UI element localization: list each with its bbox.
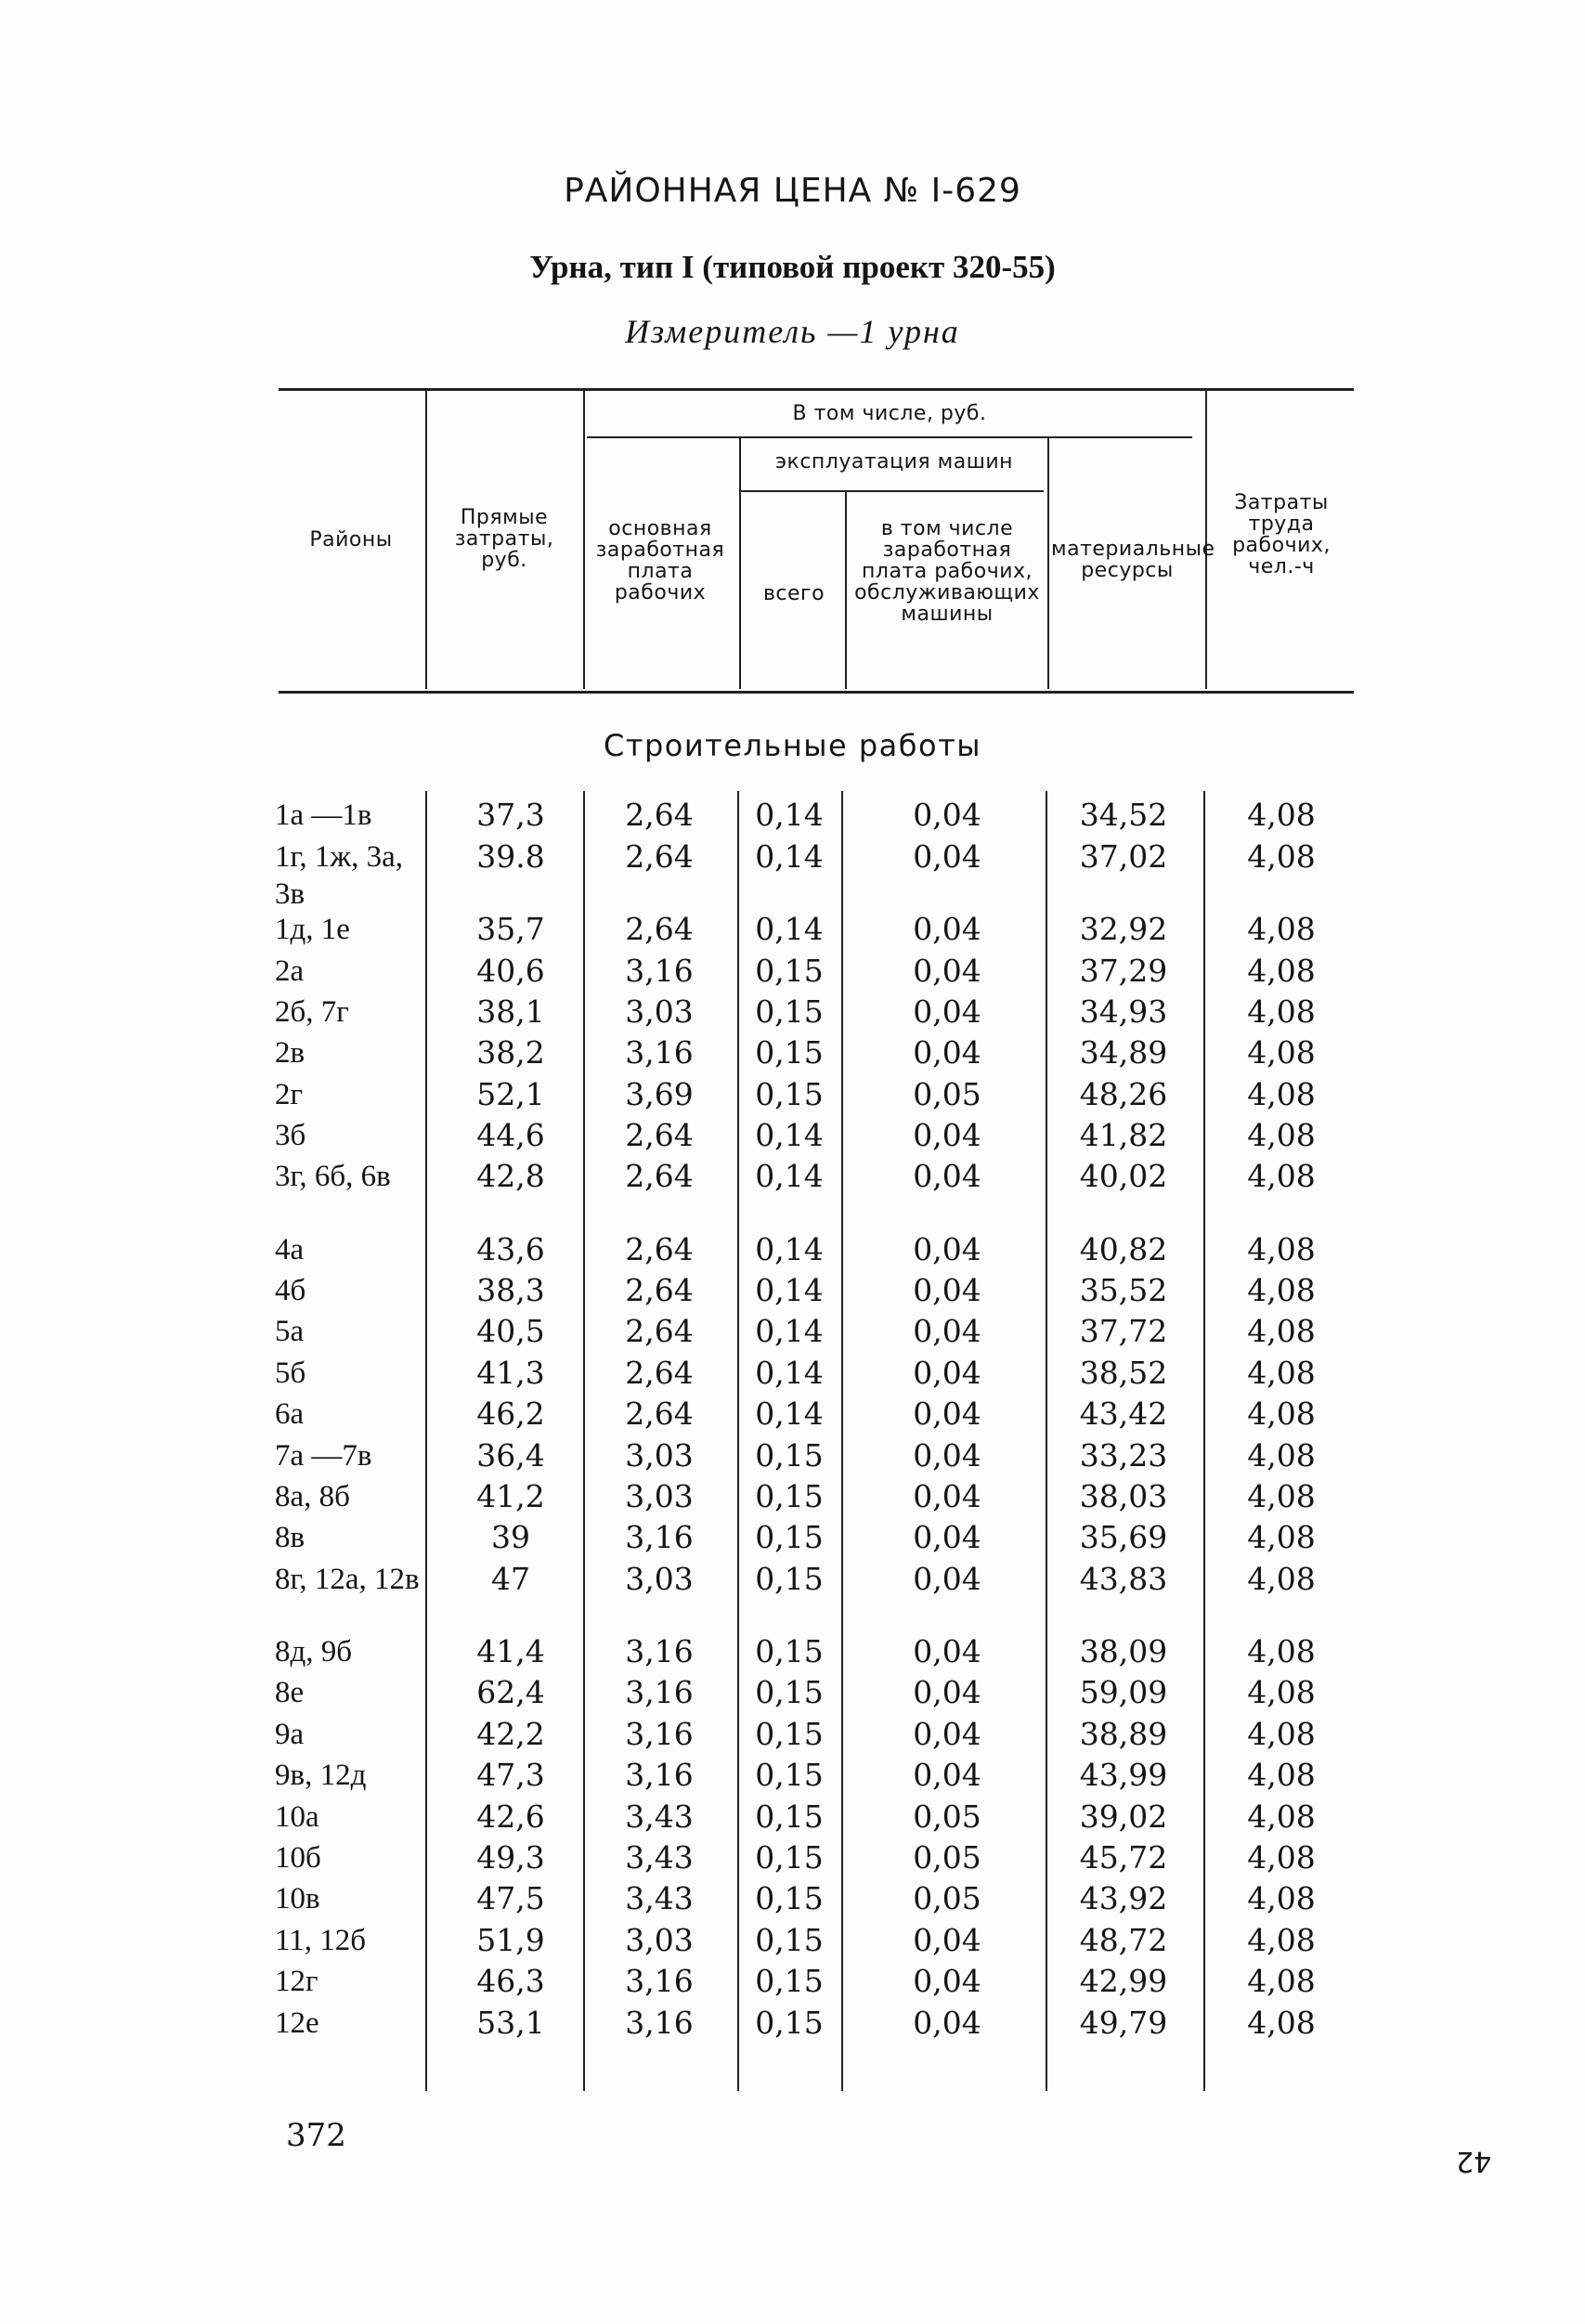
wage-cell: 2,64 xyxy=(625,838,694,875)
region-cell: 2в xyxy=(275,1036,305,1070)
labor-cell: 4,08 xyxy=(1247,993,1316,1030)
region-cell: 10в xyxy=(275,1882,320,1915)
direct-cost-cell: 52,1 xyxy=(476,1076,545,1112)
machines-wage-cell: 0,04 xyxy=(913,1633,981,1669)
direct-cost-cell: 42,2 xyxy=(476,1716,545,1752)
header-top-rule xyxy=(279,388,1354,391)
region-cell: 7а —7в xyxy=(275,1439,372,1473)
labor-cell: 4,08 xyxy=(1247,911,1316,947)
materials-cell: 34,89 xyxy=(1079,1034,1168,1071)
materials-cell: 37,72 xyxy=(1079,1313,1168,1349)
table-row xyxy=(0,1519,1585,1560)
wage-cell: 3,16 xyxy=(625,1034,694,1071)
region-cell: 1г, 1ж, 3а, 3в xyxy=(275,840,404,911)
table-row xyxy=(0,1355,1585,1396)
wage-cell: 3,16 xyxy=(625,1674,694,1710)
header-divider xyxy=(1047,438,1049,689)
machines-all-cell: 0,14 xyxy=(755,1231,824,1267)
direct-cost-cell: 37,3 xyxy=(476,797,545,833)
machines-all-cell: 0,15 xyxy=(755,1716,824,1752)
machines-all-cell: 0,14 xyxy=(755,1355,824,1391)
page-number: 372 xyxy=(286,2117,346,2154)
labor-cell: 4,08 xyxy=(1247,1355,1316,1391)
direct-cost-cell: 46,2 xyxy=(476,1396,545,1432)
machines-all-cell: 0,15 xyxy=(755,1674,824,1710)
table-row xyxy=(0,1880,1585,1921)
wage-cell: 3,16 xyxy=(625,1519,694,1555)
header-direct: Прямые затраты, руб. xyxy=(454,506,554,572)
table-row xyxy=(0,911,1585,952)
machines-wage-cell: 0,05 xyxy=(913,1880,981,1916)
section-title: Строительные работы xyxy=(604,728,981,763)
direct-cost-cell: 39 xyxy=(491,1519,530,1555)
machines-wage-cell: 0,04 xyxy=(913,797,981,833)
direct-cost-cell: 42,6 xyxy=(476,1798,545,1835)
table-row xyxy=(0,1231,1585,1272)
materials-cell: 40,82 xyxy=(1079,1231,1168,1267)
machines-wage-cell: 0,05 xyxy=(913,1076,981,1112)
header-divider xyxy=(739,438,741,689)
machines-wage-cell: 0,04 xyxy=(913,838,981,875)
labor-cell: 4,08 xyxy=(1247,1478,1316,1514)
machines-all-cell: 0,15 xyxy=(755,1922,824,1958)
materials-cell: 43,83 xyxy=(1079,1561,1168,1597)
machines-wage-cell: 0,04 xyxy=(913,953,981,989)
table-row xyxy=(0,1313,1585,1354)
machines-wage-cell: 0,04 xyxy=(913,1231,981,1267)
machines-wage-cell: 0,04 xyxy=(913,1519,981,1555)
machines-wage-cell: 0,04 xyxy=(913,2005,981,2041)
materials-cell: 38,52 xyxy=(1079,1355,1168,1391)
region-cell: 11, 12б xyxy=(275,1924,367,1957)
materials-cell: 38,09 xyxy=(1079,1633,1168,1669)
side-number: 42 xyxy=(1456,2145,1492,2177)
direct-cost-cell: 39.8 xyxy=(476,838,545,875)
header-machines: эксплуатация машин xyxy=(774,450,1014,474)
region-cell: 3б xyxy=(275,1119,306,1152)
region-cell: 3г, 6б, 6в xyxy=(275,1160,391,1193)
header-regions: Районы xyxy=(309,528,393,552)
labor-cell: 4,08 xyxy=(1247,1437,1316,1474)
wage-cell: 3,43 xyxy=(625,1798,694,1835)
direct-cost-cell: 42,8 xyxy=(476,1158,545,1194)
machines-wage-cell: 0,04 xyxy=(913,1478,981,1514)
header-wage: основная заработная плата рабочих xyxy=(595,517,725,604)
wage-cell: 3,16 xyxy=(625,1963,694,1999)
wage-cell: 3,03 xyxy=(625,1437,694,1474)
including-rule xyxy=(587,436,1192,438)
region-cell: 8в xyxy=(275,1521,305,1554)
machines-wage-cell: 0,04 xyxy=(913,1272,981,1308)
region-cell: 4б xyxy=(275,1274,306,1307)
machines-all-cell: 0,14 xyxy=(755,1117,824,1153)
wage-cell: 3,16 xyxy=(625,2005,694,2041)
machines-all-cell: 0,15 xyxy=(755,1519,824,1555)
materials-cell: 45,72 xyxy=(1079,1839,1168,1876)
region-cell: 8е xyxy=(275,1676,305,1709)
table-row xyxy=(0,953,1585,993)
materials-cell: 33,23 xyxy=(1079,1437,1168,1474)
table-row xyxy=(0,1158,1585,1199)
region-cell: 8д, 9б xyxy=(275,1635,353,1668)
header-bottom-rule xyxy=(279,691,1354,694)
measure-unit: Измеритель —1 урна xyxy=(625,313,960,350)
table-row xyxy=(0,1633,1585,1674)
table-row xyxy=(0,993,1585,1034)
table-row xyxy=(0,1396,1585,1436)
machines-wage-cell: 0,04 xyxy=(913,1034,981,1071)
wage-cell: 2,64 xyxy=(625,1231,694,1267)
region-cell: 9в, 12д xyxy=(275,1759,367,1792)
labor-cell: 4,08 xyxy=(1247,1633,1316,1669)
region-cell: 5а xyxy=(275,1315,305,1348)
machines-wage-cell: 0,04 xyxy=(913,1158,981,1194)
labor-cell: 4,08 xyxy=(1247,1963,1316,1999)
labor-cell: 4,08 xyxy=(1247,1396,1316,1432)
direct-cost-cell: 40,6 xyxy=(476,953,545,989)
direct-cost-cell: 41,2 xyxy=(476,1478,545,1514)
wage-cell: 3,16 xyxy=(625,1757,694,1793)
materials-cell: 59,09 xyxy=(1079,1674,1168,1710)
table-row xyxy=(0,797,1585,837)
machines-all-cell: 0,15 xyxy=(755,1839,824,1876)
machines-wage-cell: 0,04 xyxy=(913,993,981,1030)
page-title: РАЙОННАЯ ЦЕНА № I-629 xyxy=(564,172,1021,210)
direct-cost-cell: 38,1 xyxy=(476,993,545,1030)
materials-cell: 43,99 xyxy=(1079,1757,1168,1793)
direct-cost-cell: 41,3 xyxy=(476,1355,545,1391)
region-cell: 6а xyxy=(275,1397,305,1431)
machines-all-cell: 0,15 xyxy=(755,1478,824,1514)
machines-wage-cell: 0,04 xyxy=(913,1757,981,1793)
materials-cell: 32,92 xyxy=(1079,911,1168,947)
region-cell: 8г, 12а, 12в xyxy=(275,1563,420,1596)
wage-cell: 3,43 xyxy=(625,1880,694,1916)
region-cell: 2а xyxy=(275,954,305,988)
region-cell: 9а xyxy=(275,1718,305,1751)
header-labor: Затраты труда рабочих, чел.-ч xyxy=(1232,491,1331,578)
header-divider xyxy=(845,492,847,689)
materials-cell: 43,92 xyxy=(1079,1880,1168,1916)
machines-all-cell: 0,14 xyxy=(755,911,824,947)
direct-cost-cell: 38,2 xyxy=(476,1034,545,1071)
wage-cell: 2,64 xyxy=(625,1158,694,1194)
wage-cell: 2,64 xyxy=(625,1272,694,1308)
materials-cell: 48,26 xyxy=(1079,1076,1168,1112)
machines-all-cell: 0,15 xyxy=(755,1798,824,1835)
labor-cell: 4,08 xyxy=(1247,1716,1316,1752)
materials-cell: 43,42 xyxy=(1079,1396,1168,1432)
wage-cell: 3,03 xyxy=(625,1922,694,1958)
labor-cell: 4,08 xyxy=(1247,1076,1316,1112)
labor-cell: 4,08 xyxy=(1247,1272,1316,1308)
machines-wage-cell: 0,04 xyxy=(913,1437,981,1474)
wage-cell: 2,64 xyxy=(625,797,694,833)
direct-cost-cell: 40,5 xyxy=(476,1313,545,1349)
materials-cell: 35,69 xyxy=(1079,1519,1168,1555)
machines-all-cell: 0,15 xyxy=(755,1757,824,1793)
labor-cell: 4,08 xyxy=(1247,1798,1316,1835)
machines-wage-cell: 0,05 xyxy=(913,1798,981,1835)
region-cell: 1д, 1е xyxy=(275,913,350,946)
machines-wage-cell: 0,04 xyxy=(913,911,981,947)
machines-all-cell: 0,15 xyxy=(755,1963,824,1999)
direct-cost-cell: 38,3 xyxy=(476,1272,545,1308)
materials-cell: 39,02 xyxy=(1079,1798,1168,1835)
table-row xyxy=(0,1076,1585,1117)
machines-all-cell: 0,14 xyxy=(755,1396,824,1432)
header-divider xyxy=(583,390,585,689)
materials-cell: 35,52 xyxy=(1079,1272,1168,1308)
wage-cell: 3,43 xyxy=(625,1839,694,1876)
direct-cost-cell: 47,3 xyxy=(476,1757,545,1793)
machines-wage-cell: 0,05 xyxy=(913,1839,981,1876)
table-row xyxy=(0,1561,1585,1602)
region-cell: 8а, 8б xyxy=(275,1480,350,1513)
machines-wage-cell: 0,04 xyxy=(913,1355,981,1391)
table-row xyxy=(0,1117,1585,1158)
direct-cost-cell: 47,5 xyxy=(476,1880,545,1916)
direct-cost-cell: 35,7 xyxy=(476,911,545,947)
machines-all-cell: 0,15 xyxy=(755,993,824,1030)
wage-cell: 2,64 xyxy=(625,911,694,947)
region-cell: 12г xyxy=(275,1965,318,1998)
table-row xyxy=(0,2005,1585,2045)
table-row xyxy=(0,1034,1585,1075)
machines-all-cell: 0,15 xyxy=(755,1633,824,1669)
table-row xyxy=(0,1963,1585,2004)
direct-cost-cell: 53,1 xyxy=(476,2005,545,2041)
page-subtitle: Урна, тип I (типовой проект 320-55) xyxy=(529,249,1056,285)
header-materials: материальные ресурсы xyxy=(1051,538,1215,582)
machines-wage-cell: 0,04 xyxy=(913,1963,981,1999)
machines-all-cell: 0,14 xyxy=(755,1158,824,1194)
materials-cell: 38,89 xyxy=(1079,1716,1168,1752)
direct-cost-cell: 44,6 xyxy=(476,1117,545,1153)
machines-all-cell: 0,14 xyxy=(755,1313,824,1349)
table-row xyxy=(0,1922,1585,1963)
machines-all-cell: 0,14 xyxy=(755,797,824,833)
region-cell: 12е xyxy=(275,2006,319,2040)
region-cell: 4а xyxy=(275,1233,305,1266)
header-machines-wage: в том числе заработная плата рабочих, обслуживающих машины xyxy=(854,517,1040,626)
labor-cell: 4,08 xyxy=(1247,1674,1316,1710)
wage-cell: 3,16 xyxy=(625,953,694,989)
direct-cost-cell: 43,6 xyxy=(476,1231,545,1267)
materials-cell: 37,29 xyxy=(1079,953,1168,989)
direct-cost-cell: 51,9 xyxy=(476,1922,545,1958)
labor-cell: 4,08 xyxy=(1247,1231,1316,1267)
direct-cost-cell: 49,3 xyxy=(476,1839,545,1876)
labor-cell: 4,08 xyxy=(1247,953,1316,989)
machines-all-cell: 0,14 xyxy=(755,838,824,875)
machines-wage-cell: 0,04 xyxy=(913,1674,981,1710)
machines-wage-cell: 0,04 xyxy=(913,1117,981,1153)
wage-cell: 2,64 xyxy=(625,1396,694,1432)
machines-all-cell: 0,15 xyxy=(755,1437,824,1474)
wage-cell: 3,16 xyxy=(625,1633,694,1669)
labor-cell: 4,08 xyxy=(1247,1757,1316,1793)
materials-cell: 48,72 xyxy=(1079,1922,1168,1958)
materials-cell: 41,82 xyxy=(1079,1117,1168,1153)
table-row xyxy=(0,1478,1585,1519)
labor-cell: 4,08 xyxy=(1247,797,1316,833)
labor-cell: 4,08 xyxy=(1247,838,1316,875)
region-cell: 5б xyxy=(275,1357,306,1390)
wage-cell: 3,03 xyxy=(625,1478,694,1514)
wage-cell: 2,64 xyxy=(625,1313,694,1349)
table-row xyxy=(0,1798,1585,1839)
table-row xyxy=(0,838,1585,911)
region-cell: 10а xyxy=(275,1800,319,1834)
machines-all-cell: 0,15 xyxy=(755,2005,824,2041)
wage-cell: 2,64 xyxy=(625,1355,694,1391)
machines-wage-cell: 0,04 xyxy=(913,1922,981,1958)
table-row xyxy=(0,1839,1585,1880)
labor-cell: 4,08 xyxy=(1247,1519,1316,1555)
materials-cell: 34,52 xyxy=(1079,797,1168,833)
machines-all-cell: 0,15 xyxy=(755,1561,824,1597)
header-machines-all: всего xyxy=(762,582,825,605)
region-cell: 1а —1в xyxy=(275,798,372,832)
materials-cell: 40,02 xyxy=(1079,1158,1168,1194)
table-row xyxy=(0,1716,1585,1757)
machines-all-cell: 0,15 xyxy=(755,1034,824,1071)
table-row xyxy=(0,1437,1585,1478)
materials-cell: 37,02 xyxy=(1079,838,1168,875)
materials-cell: 34,93 xyxy=(1079,993,1168,1030)
machines-wage-cell: 0,04 xyxy=(913,1313,981,1349)
machines-all-cell: 0,15 xyxy=(755,953,824,989)
machines-wage-cell: 0,04 xyxy=(913,1396,981,1432)
region-cell: 2б, 7г xyxy=(275,995,349,1029)
machines-all-cell: 0,14 xyxy=(755,1272,824,1308)
materials-cell: 42,99 xyxy=(1079,1963,1168,1999)
table-row xyxy=(0,1674,1585,1715)
materials-cell: 49,79 xyxy=(1079,2005,1168,2041)
labor-cell: 4,08 xyxy=(1247,1880,1316,1916)
wage-cell: 3,03 xyxy=(625,993,694,1030)
direct-cost-cell: 46,3 xyxy=(476,1963,545,1999)
machines-rule xyxy=(741,490,1044,492)
machines-wage-cell: 0,04 xyxy=(913,1561,981,1597)
machines-wage-cell: 0,04 xyxy=(913,1716,981,1752)
wage-cell: 3,16 xyxy=(625,1716,694,1752)
labor-cell: 4,08 xyxy=(1247,1922,1316,1958)
labor-cell: 4,08 xyxy=(1247,2005,1316,2041)
labor-cell: 4,08 xyxy=(1247,1313,1316,1349)
labor-cell: 4,08 xyxy=(1247,1561,1316,1597)
direct-cost-cell: 41,4 xyxy=(476,1633,545,1669)
machines-all-cell: 0,15 xyxy=(755,1880,824,1916)
direct-cost-cell: 36,4 xyxy=(476,1437,545,1474)
wage-cell: 3,03 xyxy=(625,1561,694,1597)
region-cell: 2г xyxy=(275,1078,304,1111)
labor-cell: 4,08 xyxy=(1247,1158,1316,1194)
table-row xyxy=(0,1272,1585,1313)
materials-cell: 38,03 xyxy=(1079,1478,1168,1514)
labor-cell: 4,08 xyxy=(1247,1839,1316,1876)
header-including: В том числе, руб. xyxy=(792,402,987,425)
machines-all-cell: 0,15 xyxy=(755,1076,824,1112)
wage-cell: 2,64 xyxy=(625,1117,694,1153)
table-row xyxy=(0,1757,1585,1798)
direct-cost-cell: 47 xyxy=(491,1561,530,1597)
labor-cell: 4,08 xyxy=(1247,1034,1316,1071)
wage-cell: 3,69 xyxy=(625,1076,694,1112)
labor-cell: 4,08 xyxy=(1247,1117,1316,1153)
header-divider xyxy=(425,390,427,689)
direct-cost-cell: 62,4 xyxy=(476,1674,545,1710)
region-cell: 10б xyxy=(275,1841,321,1875)
